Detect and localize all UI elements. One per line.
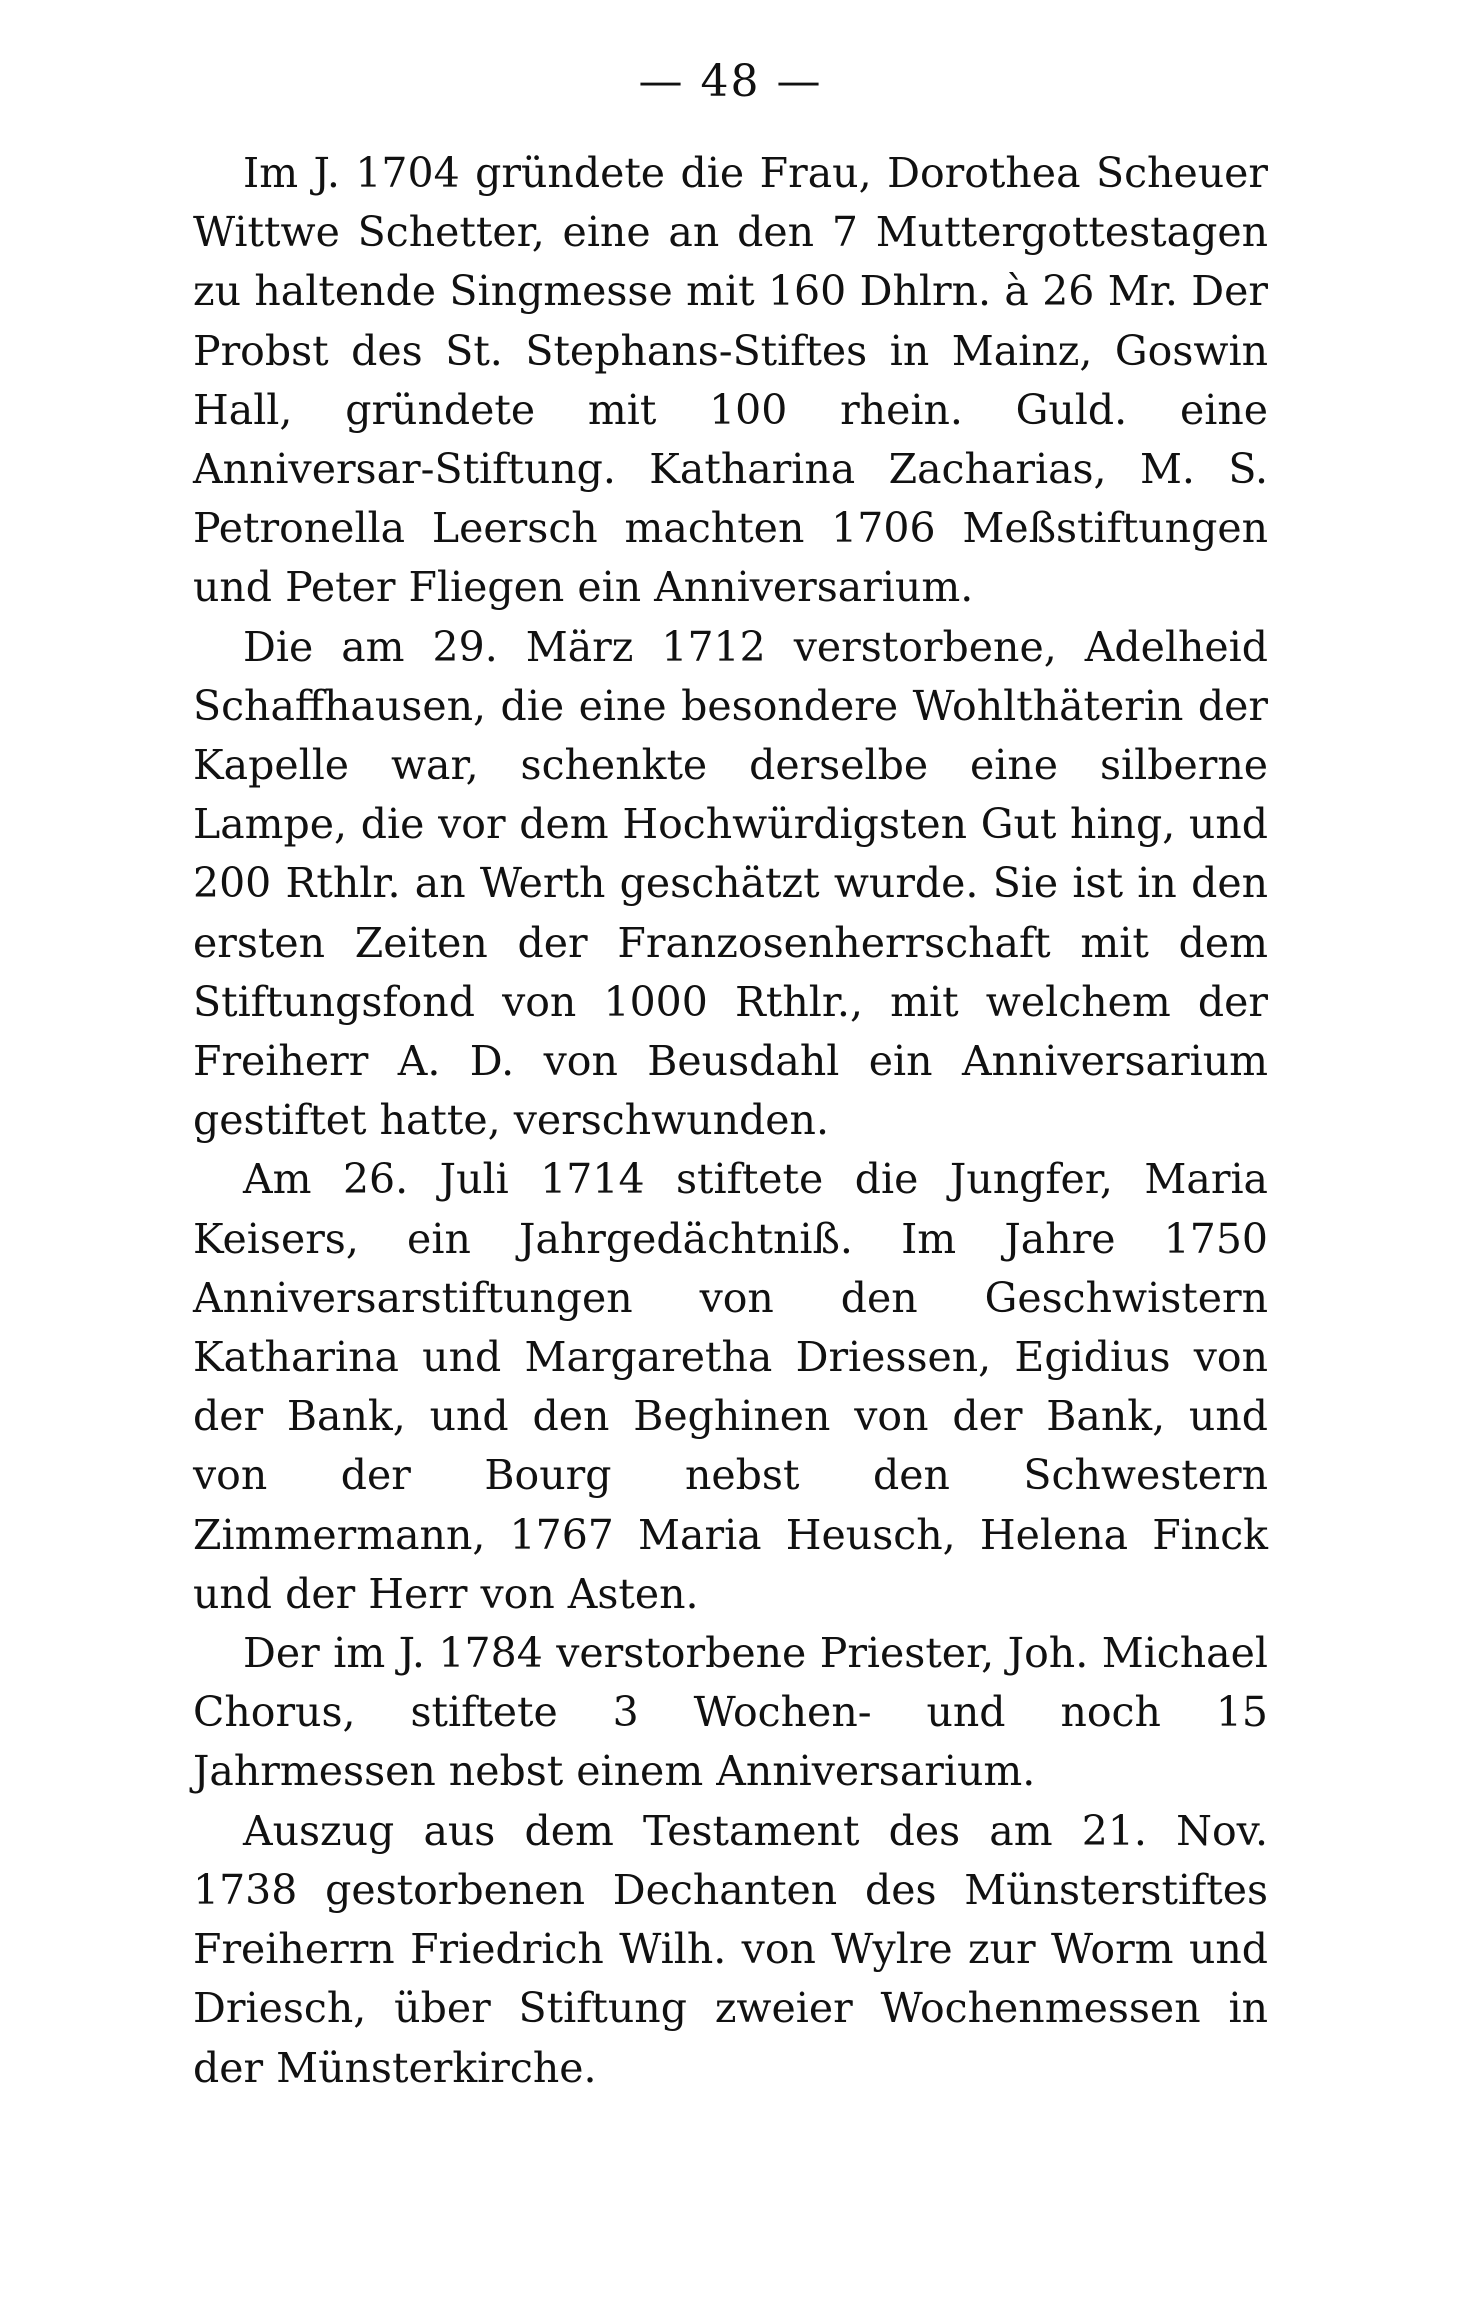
- paragraph-2: Die am 29. März 1712 verstorbene, Adelheid Schaffhausen, die eine besondere Wohlthäterin der Kapelle war, schenkte derselbe eine silberne Lampe, die vor dem Hochwürdigsten Gut hing, und 200 Rthlr. an Werth geschätzt wurde. Sie ist in den ersten Zeiten der Franzosenherrschaft mit dem Stiftungsfond von 1000 Rthlr., mit welchem der Freiherr A. D. von Beusdahl ein Anniversarium gestiftet hatte, verschwunden.: [193, 622, 1268, 1145]
- paragraph-3: Am 26. Juli 1714 stiftete die Jungfer, Maria Keisers, ein Jahrgedächtniß. Im Jahre 1750 Anniversarstiftungen von den Geschwistern Katharina und Margaretha Driessen, Egidius von der Bank, und den Beghinen von der Bank, und von der Bourg nebst den Schwestern Zimmermann, 1767 Maria Heusch, Helena Finck und der Herr von Asten.: [193, 1155, 1268, 1618]
- page-number: — 48 —: [638, 56, 823, 107]
- paragraph-5: Auszug aus dem Testament des am 21. Nov. 1738 gestorbenen Dechanten des Münsterstiftes Freiherrn Friedrich Wilh. von Wylre zur Worm und Driesch, über Stiftung zweier Wochenmessen in der Münsterkirche.: [193, 1806, 1268, 2092]
- body-text: [193, 144, 1268, 2098]
- paragraph-1: Im J. 1704 gründete die Frau, Dorothea Scheuer Wittwe Schetter, eine an den 7 Muttergottestagen zu haltende Singmesse mit 160 Dhlrn. à 26 Mr. Der Probst des St. Stephans-Stiftes in Mainz, Goswin Hall, gründete mit 100 rhein. Guld. eine Anniversar-Stiftung. Katharina Zacharias, M. S. Petronella Leersch machten 1706 Meßstiftungen und Peter Fliegen ein Anniversarium.: [193, 149, 1268, 612]
- paragraph-4: Der im J. 1784 verstorbene Priester, Joh. Michael Chorus, stiftete 3 Wochen- und noch 15 Jahrmessen nebst einem Anniversarium.: [193, 1629, 1268, 1796]
